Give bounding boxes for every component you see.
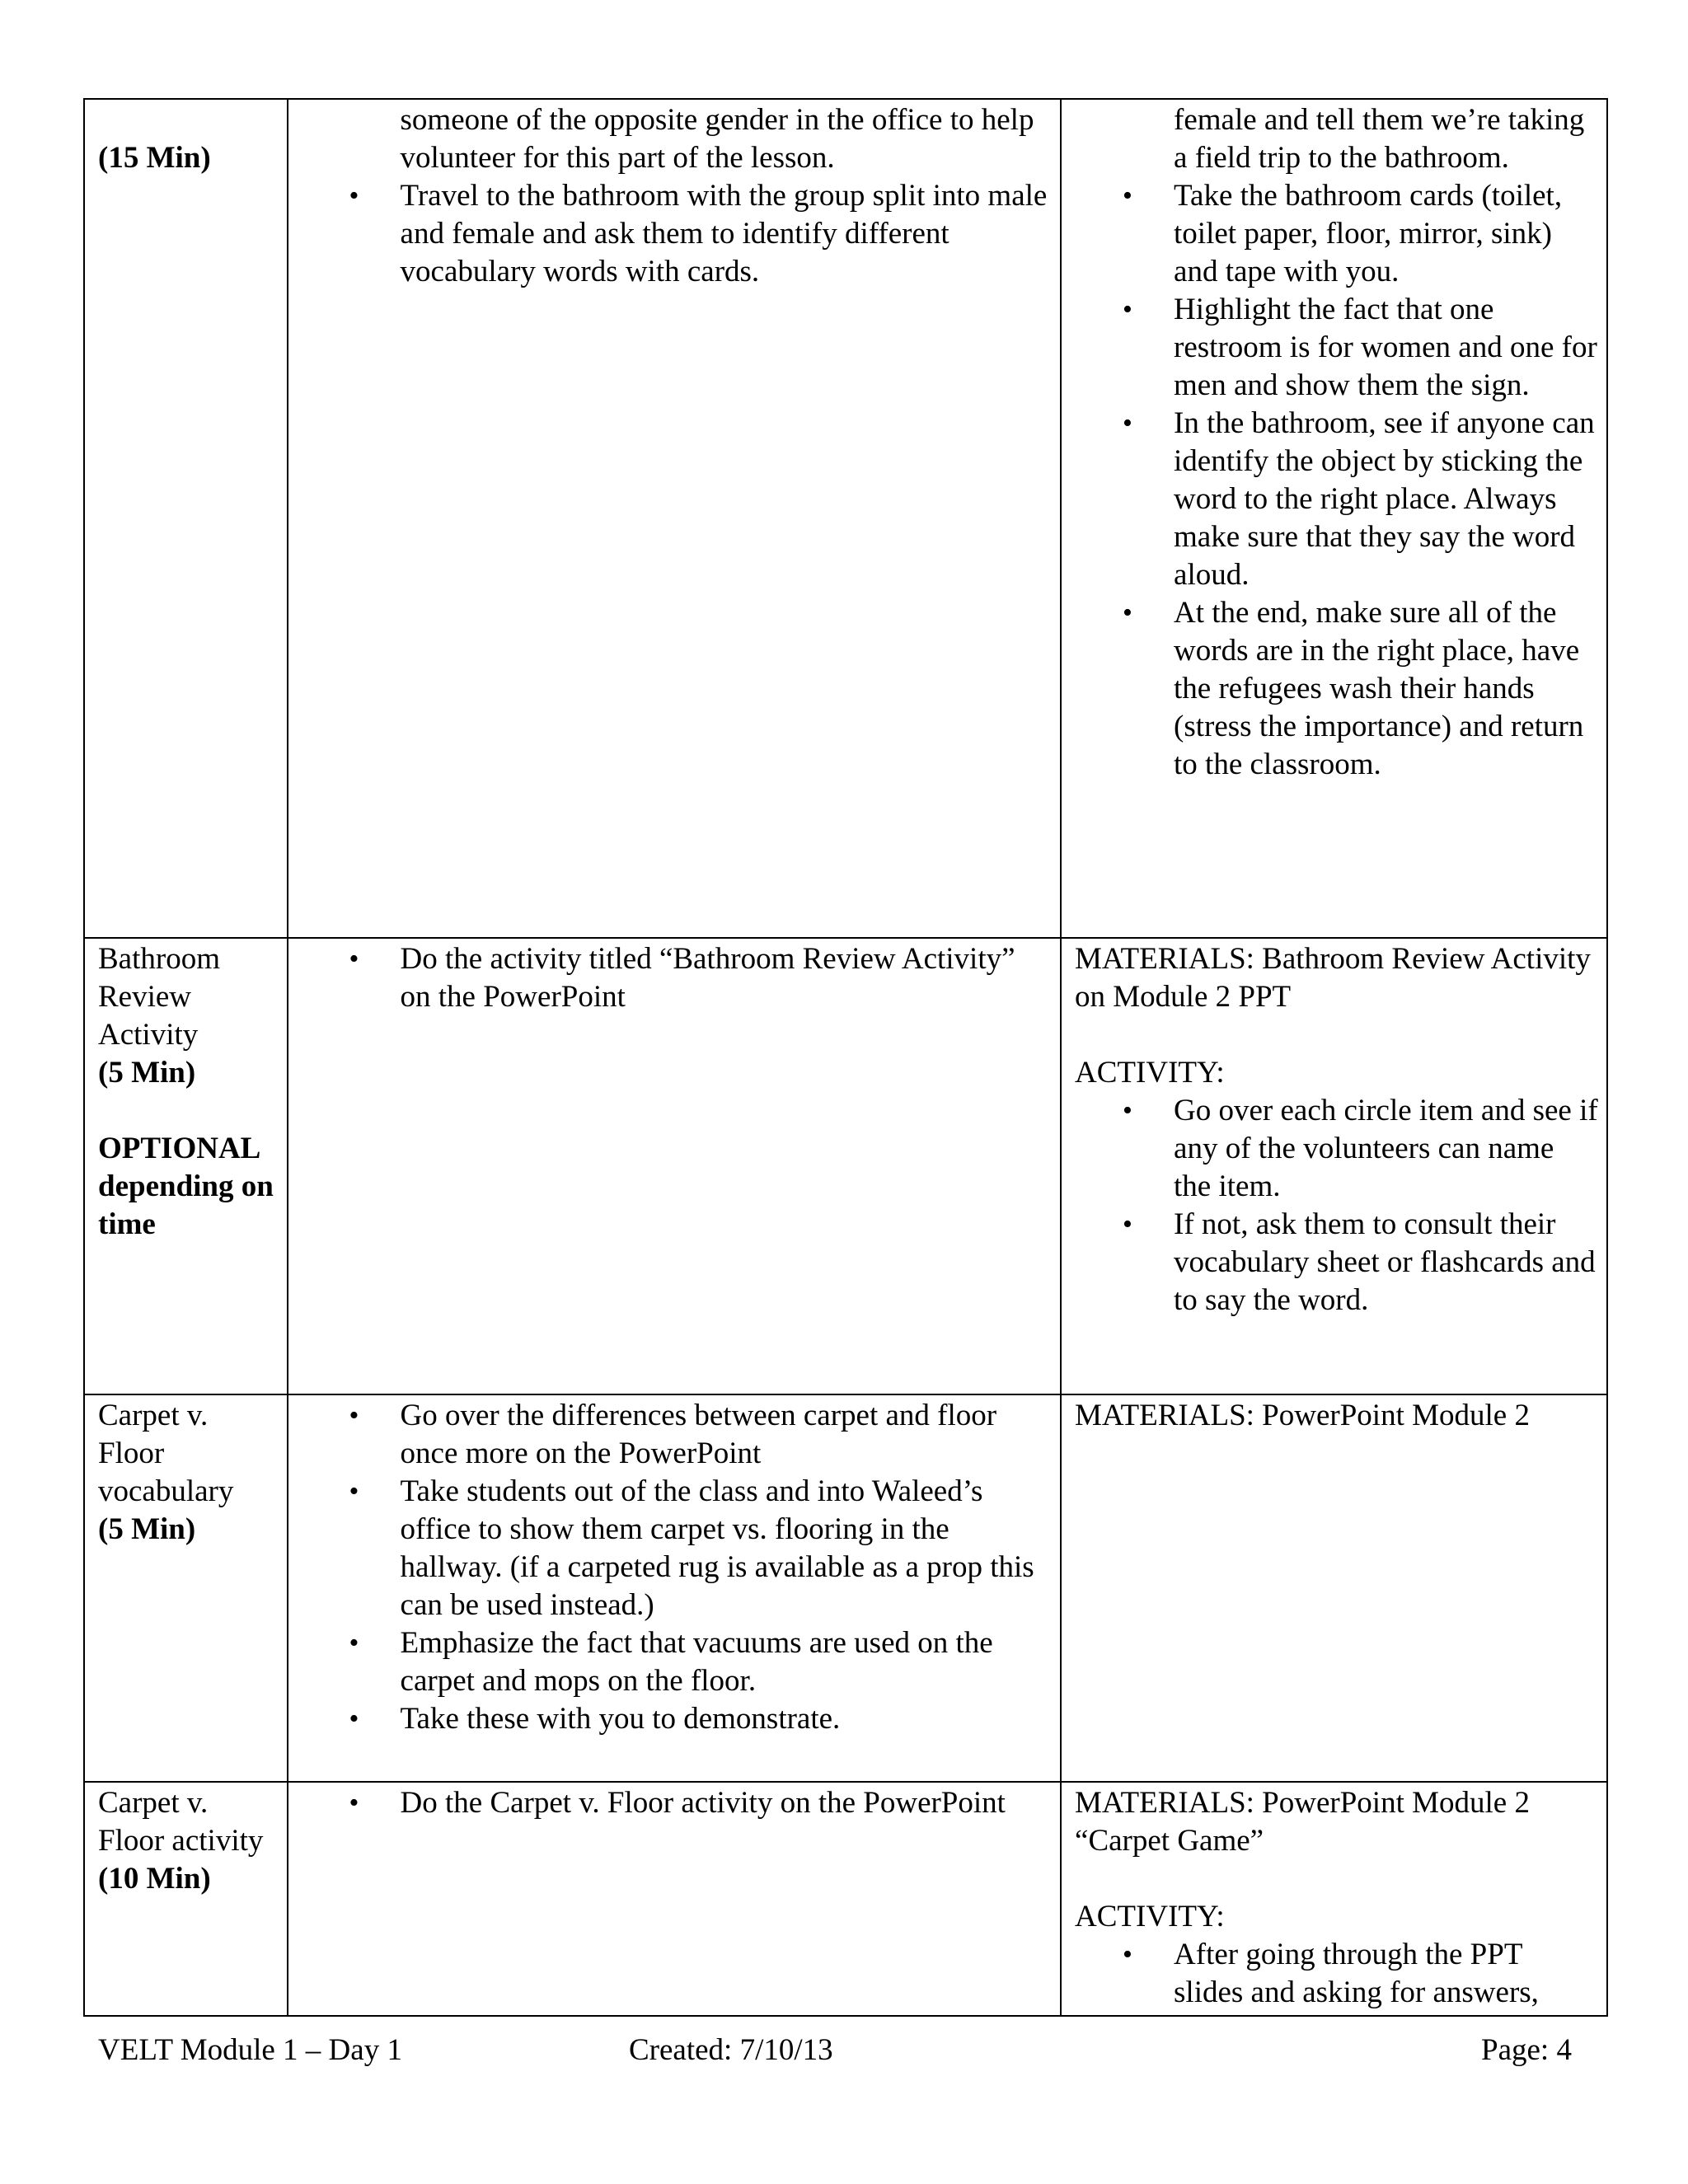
steps-cell	[288, 1782, 1062, 2016]
activity-cell	[84, 1394, 288, 1782]
footer-created: Created: 7/10/13	[629, 2033, 833, 2067]
list-item: • Take the bathroom cards (toilet, toilet paper, floor, mirror, sink) and tape with you.	[1075, 177, 1598, 291]
list-item: • If not, ask them to consult their vocabulary sheet or flashcards and to say the word.	[1075, 1206, 1598, 1319]
list-item: • Emphasize the fact that vacuums are used on the carpet and mops on the floor.	[302, 1624, 1049, 1700]
steps-cell	[288, 99, 1062, 938]
table-row	[84, 99, 1607, 938]
steps-cell	[288, 938, 1062, 1394]
list-item: • Do the activity titled “Bathroom Review Activity” on the PowerPoint	[302, 940, 1049, 1016]
activity-time: (5 Min)	[98, 1512, 196, 1546]
materials-text: MATERIALS: PowerPoint Module 2	[1075, 1399, 1530, 1432]
activity-title: Carpet v. Floor activity	[98, 1786, 264, 1858]
continued-text: female and tell them we’re taking a field trip to the bathroom.	[1174, 103, 1585, 175]
activity-title: Carpet v. Floor vocabulary	[98, 1399, 234, 1508]
list-item: • At the end, make sure all of the words are in the right place, have the refugees wash their hands (stress the importance) and return to the classroom.	[1075, 594, 1598, 784]
footer-page: Page: 4	[1481, 2033, 1572, 2067]
list-item: • Do the Carpet v. Floor activity on the PowerPoint	[302, 1784, 1049, 1822]
list-item: • Go over each circle item and see if any of the volunteers can name the item.	[1075, 1092, 1598, 1206]
table-row	[84, 938, 1607, 1394]
activity-cell	[84, 938, 288, 1394]
notes-cell	[1061, 938, 1607, 1394]
notes-cell	[1061, 1782, 1607, 2016]
list-item: • Take students out of the class and into Waleed’s office to show them carpet vs. flooring in the hallway. (if a carpeted rug is available as a prop this can be used instead.)	[302, 1473, 1049, 1624]
continued-text: someone of the opposite gender in the office to help volunteer for this part of the lesson.	[400, 103, 1034, 175]
optional-note: OPTIONAL depending on time	[98, 1132, 274, 1241]
table-row	[84, 1782, 1607, 2016]
activity-time: (5 Min)	[98, 1056, 196, 1090]
notes-cell	[1061, 99, 1607, 938]
activity-title: Bathroom Review Activity	[98, 942, 220, 1052]
list-item: • Highlight the fact that one restroom is for women and one for men and show them the sign.	[1075, 291, 1598, 405]
materials-text: MATERIALS: PowerPoint Module 2 “Carpet Game”	[1075, 1786, 1530, 1858]
activity-time: (15 Min)	[98, 141, 211, 175]
activity-label: ACTIVITY:	[1075, 1056, 1225, 1090]
activity-cell	[84, 99, 288, 938]
table-row	[84, 1394, 1607, 1782]
steps-cell	[288, 1394, 1062, 1782]
notes-cell	[1061, 1394, 1607, 1782]
page-footer	[0, 2032, 1688, 2073]
lesson-plan-table	[83, 98, 1608, 2017]
list-item: • After going through the PPT slides and asking for answers,	[1075, 1936, 1598, 2012]
activity-label: ACTIVITY:	[1075, 1900, 1225, 1933]
list-item: • Go over the differences between carpet and floor once more on the PowerPoint	[302, 1397, 1049, 1473]
materials-text: MATERIALS: Bathroom Review Activity on Module 2 PPT	[1075, 942, 1591, 1014]
activity-time: (10 Min)	[98, 1862, 211, 1896]
footer-module: VELT Module 1 – Day 1	[98, 2033, 402, 2067]
list-item: • Take these with you to demonstrate.	[302, 1700, 1049, 1738]
activity-cell	[84, 1782, 288, 2016]
list-item: • Travel to the bathroom with the group split into male and female and ask them to identify different vocabulary words with cards.	[302, 177, 1049, 291]
list-item: • In the bathroom, see if anyone can identify the object by sticking the word to the right place. Always make sure that they say the word aloud.	[1075, 405, 1598, 594]
